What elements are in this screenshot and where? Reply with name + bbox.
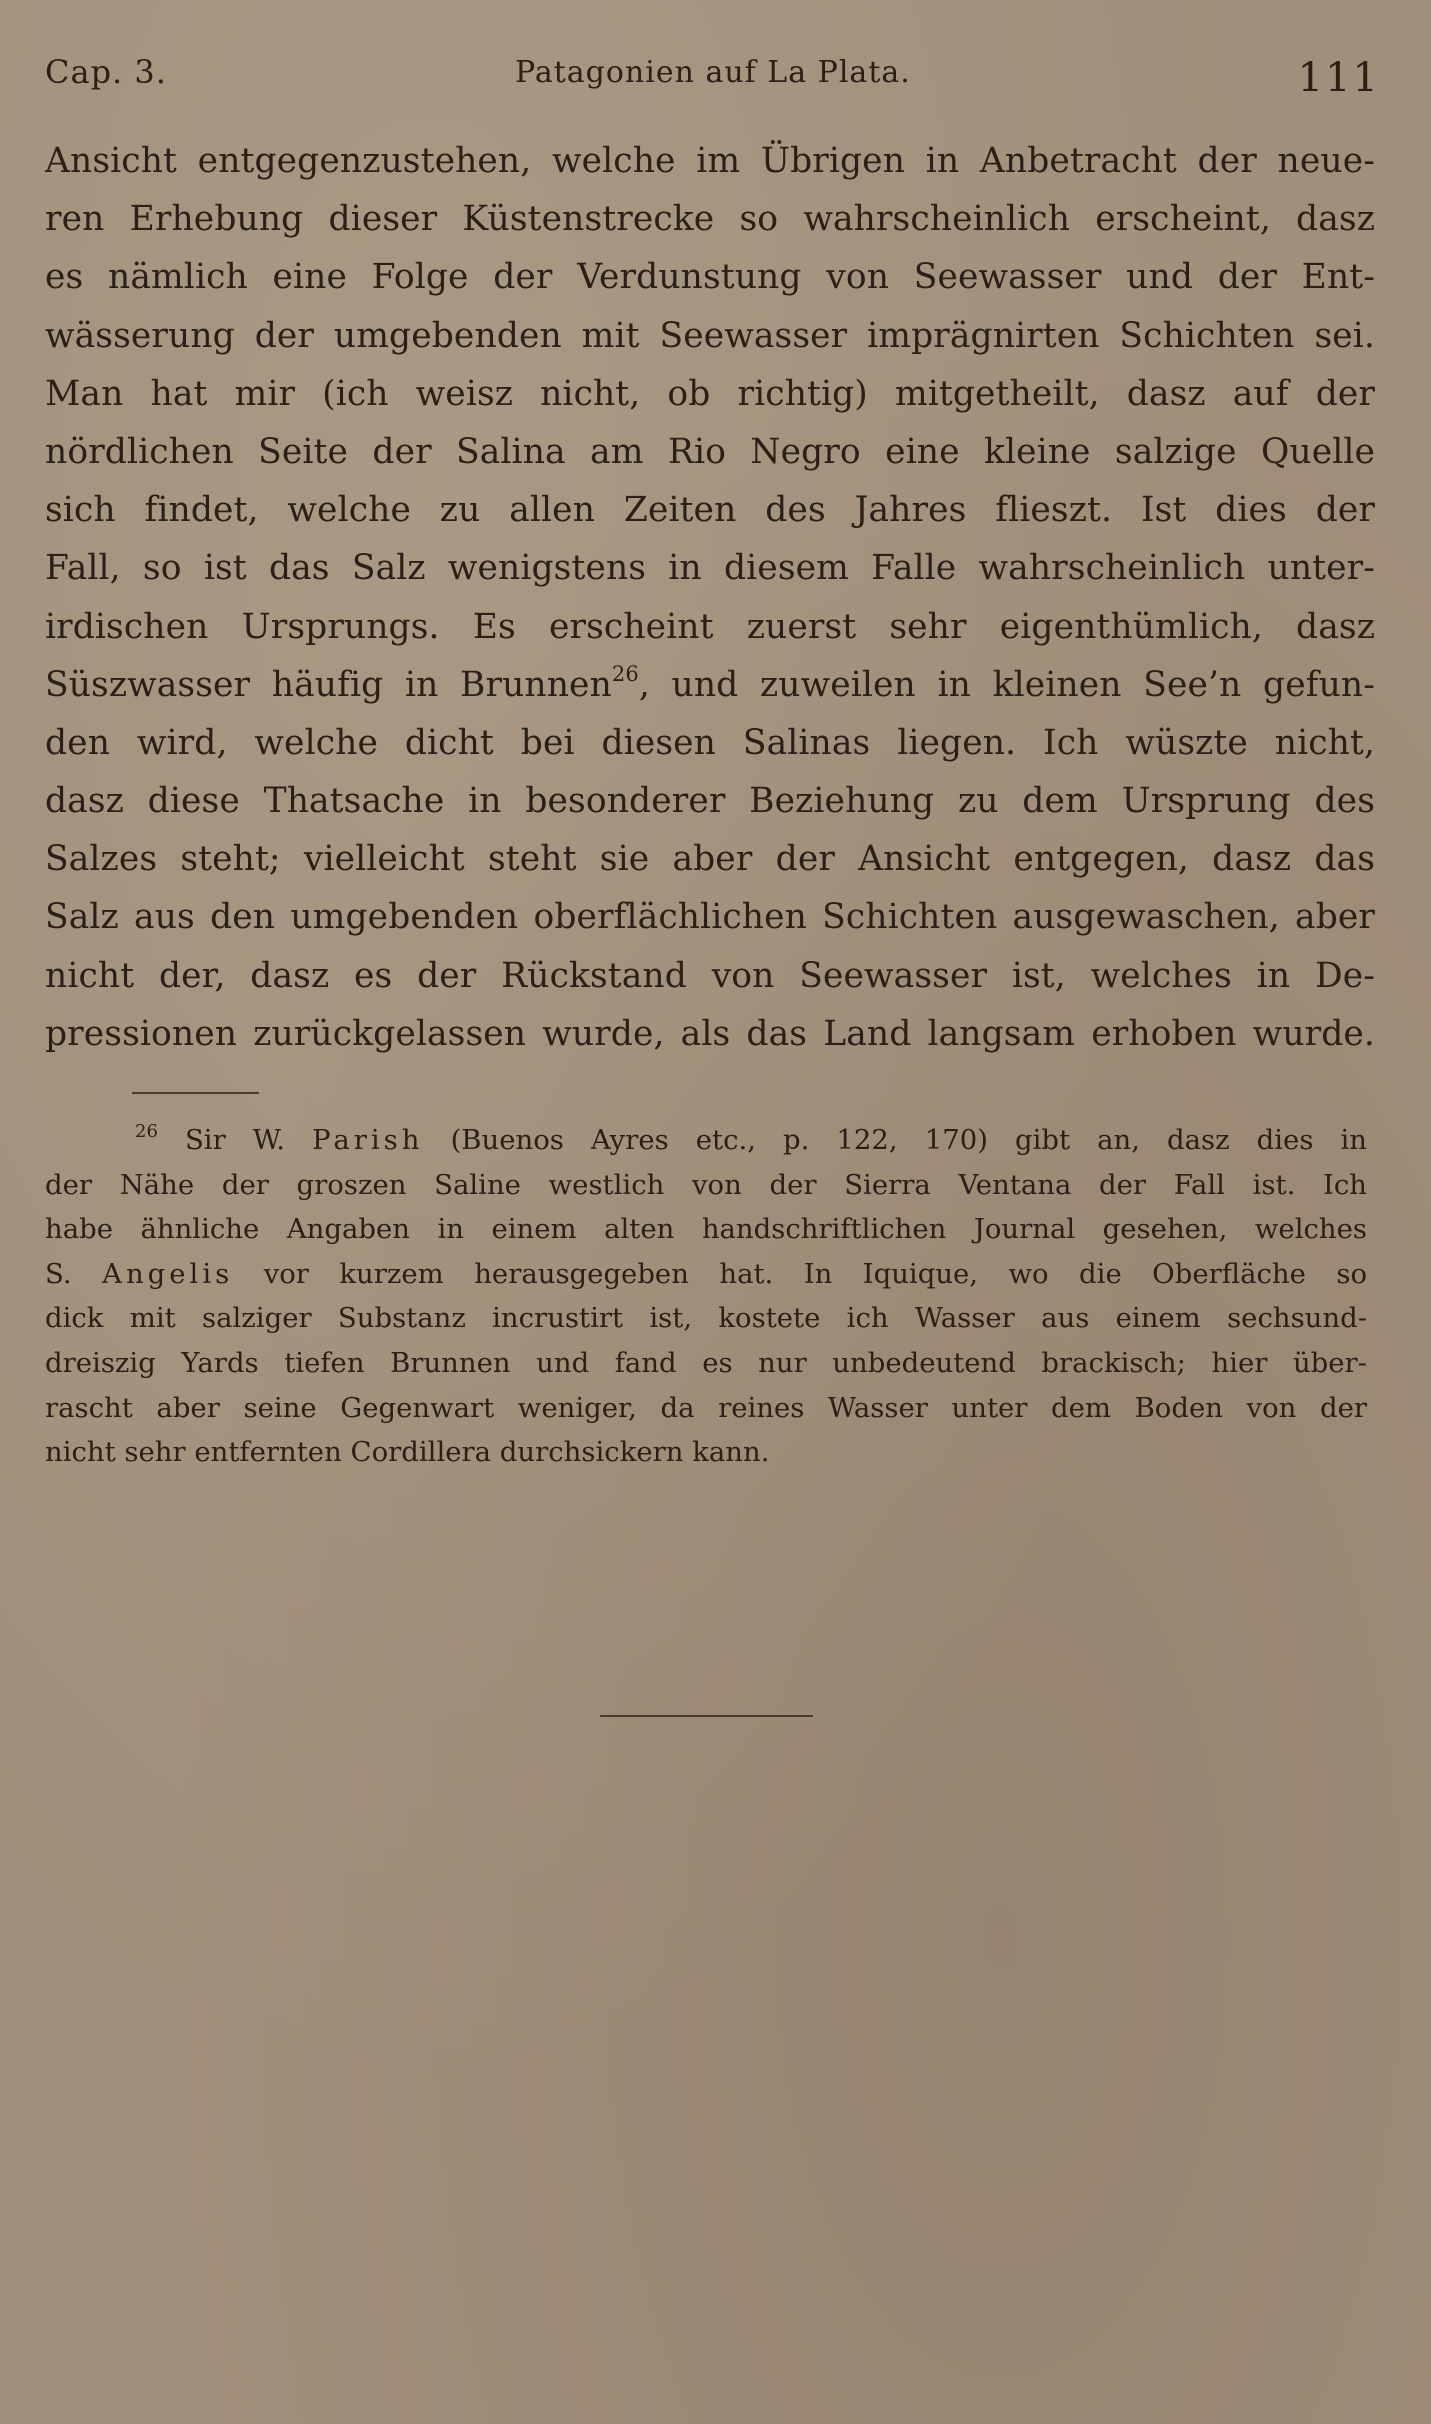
text-line-with-footnote-ref bbox=[45, 656, 1375, 714]
text-line: wässerung der umgebenden mit Seewasser imprägnirten Schichten sei. bbox=[45, 315, 1375, 356]
footnote-line bbox=[45, 1118, 1367, 1163]
page-number: 111 bbox=[1297, 55, 1380, 101]
footnote-number: 26 bbox=[135, 1121, 158, 1142]
author-name: Parish bbox=[312, 1124, 424, 1156]
text-line: Fall, so ist das Salz wenigstens in diesem Falle wahrscheinlich unter- bbox=[45, 548, 1375, 589]
footnote-line: dick mit salziger Substanz incrustirt ist, kostete ich Wasser aus einem sechsund- bbox=[45, 1302, 1367, 1335]
text-fragment: S. bbox=[45, 1257, 72, 1290]
running-head bbox=[45, 45, 1380, 105]
text-line: es nämlich eine Folge der Verdunstung von Seewasser und der Ent- bbox=[45, 257, 1375, 298]
text-line: ren Erhebung dieser Küstenstrecke so wahrscheinlich erscheint, dasz bbox=[45, 199, 1375, 240]
footnote-line: dreiszig Yards tiefen Brunnen und fand es nur unbedeutend brackisch; hier über- bbox=[45, 1346, 1367, 1379]
footnote-line: habe ähnliche Angaben in einem alten handschriftlichen Journal gesehen, welches bbox=[45, 1213, 1367, 1246]
text-line: Salzes steht; vielleicht steht sie aber der Ansicht entgegen, dasz das bbox=[45, 839, 1375, 880]
text-line: pressionen zurückgelassen wurde, als das Land langsam erhoben wurde. bbox=[45, 1013, 1375, 1054]
footnote-line: rascht aber seine Gegenwart weniger, da reines Wasser unter dem Boden von der bbox=[45, 1391, 1367, 1424]
main-paragraph bbox=[45, 132, 1375, 1063]
text-line: Man hat mir (ich weisz nicht, ob richtig) mitgetheilt, dasz auf der bbox=[45, 373, 1375, 414]
footnote-line: der Nähe der groszen Saline westlich von der Sierra Ventana der Fall ist. Ich bbox=[45, 1168, 1367, 1201]
running-title: Patagonien auf La Plata. bbox=[515, 55, 911, 90]
text-fragment: Sir W. bbox=[184, 1124, 285, 1156]
text-line: irdischen Ursprungs. Es erscheint zuerst sehr eigenthümlich, dasz bbox=[45, 606, 1375, 647]
text-fragment: Süszwasser häufig in Brunnen bbox=[45, 664, 612, 705]
text-fragment: (Buenos Ayres etc., p. 122, 170) gibt an, dasz dies in bbox=[450, 1124, 1367, 1156]
text-line: dasz diese Thatsache in besonderer Beziehung zu dem Ursprung des bbox=[45, 781, 1375, 822]
author-name: Angelis bbox=[102, 1257, 234, 1290]
footnote-line: nicht sehr entfernten Cordillera durchsickern kann. bbox=[45, 1436, 770, 1469]
text-line: sich findet, welche zu allen Zeiten des Jahres flieszt. Ist dies der bbox=[45, 490, 1375, 531]
footnote-block bbox=[45, 1118, 1367, 1475]
text-fragment: , und zuweilen in kleinen See’n gefun- bbox=[638, 664, 1375, 705]
text-line: nicht der, dasz es der Rückstand von Seewasser ist, welches in De- bbox=[45, 955, 1375, 996]
text-line: nördlichen Seite der Salina am Rio Negro eine kleine salzige Quelle bbox=[45, 431, 1375, 472]
footnote-reference[interactable]: 26 bbox=[611, 661, 639, 686]
text-fragment: vor kurzem herausgegeben hat. In Iquique, wo die Oberfläche so bbox=[263, 1257, 1367, 1290]
section-end-rule bbox=[600, 1715, 813, 1717]
text-line: Ansicht entgegenzustehen, welche im Übrigen in Anbetracht der neue- bbox=[45, 141, 1375, 181]
text-line: Salz aus den umgebenden oberflächlichen Schichten ausgewaschen, aber bbox=[45, 897, 1375, 938]
chapter-label: Cap. 3. bbox=[45, 53, 167, 91]
text-line: den wird, welche dicht bei diesen Salinas liegen. Ich wüszte nicht, bbox=[45, 722, 1375, 763]
footnote-line bbox=[45, 1252, 1367, 1297]
footnote-divider bbox=[132, 1092, 259, 1094]
